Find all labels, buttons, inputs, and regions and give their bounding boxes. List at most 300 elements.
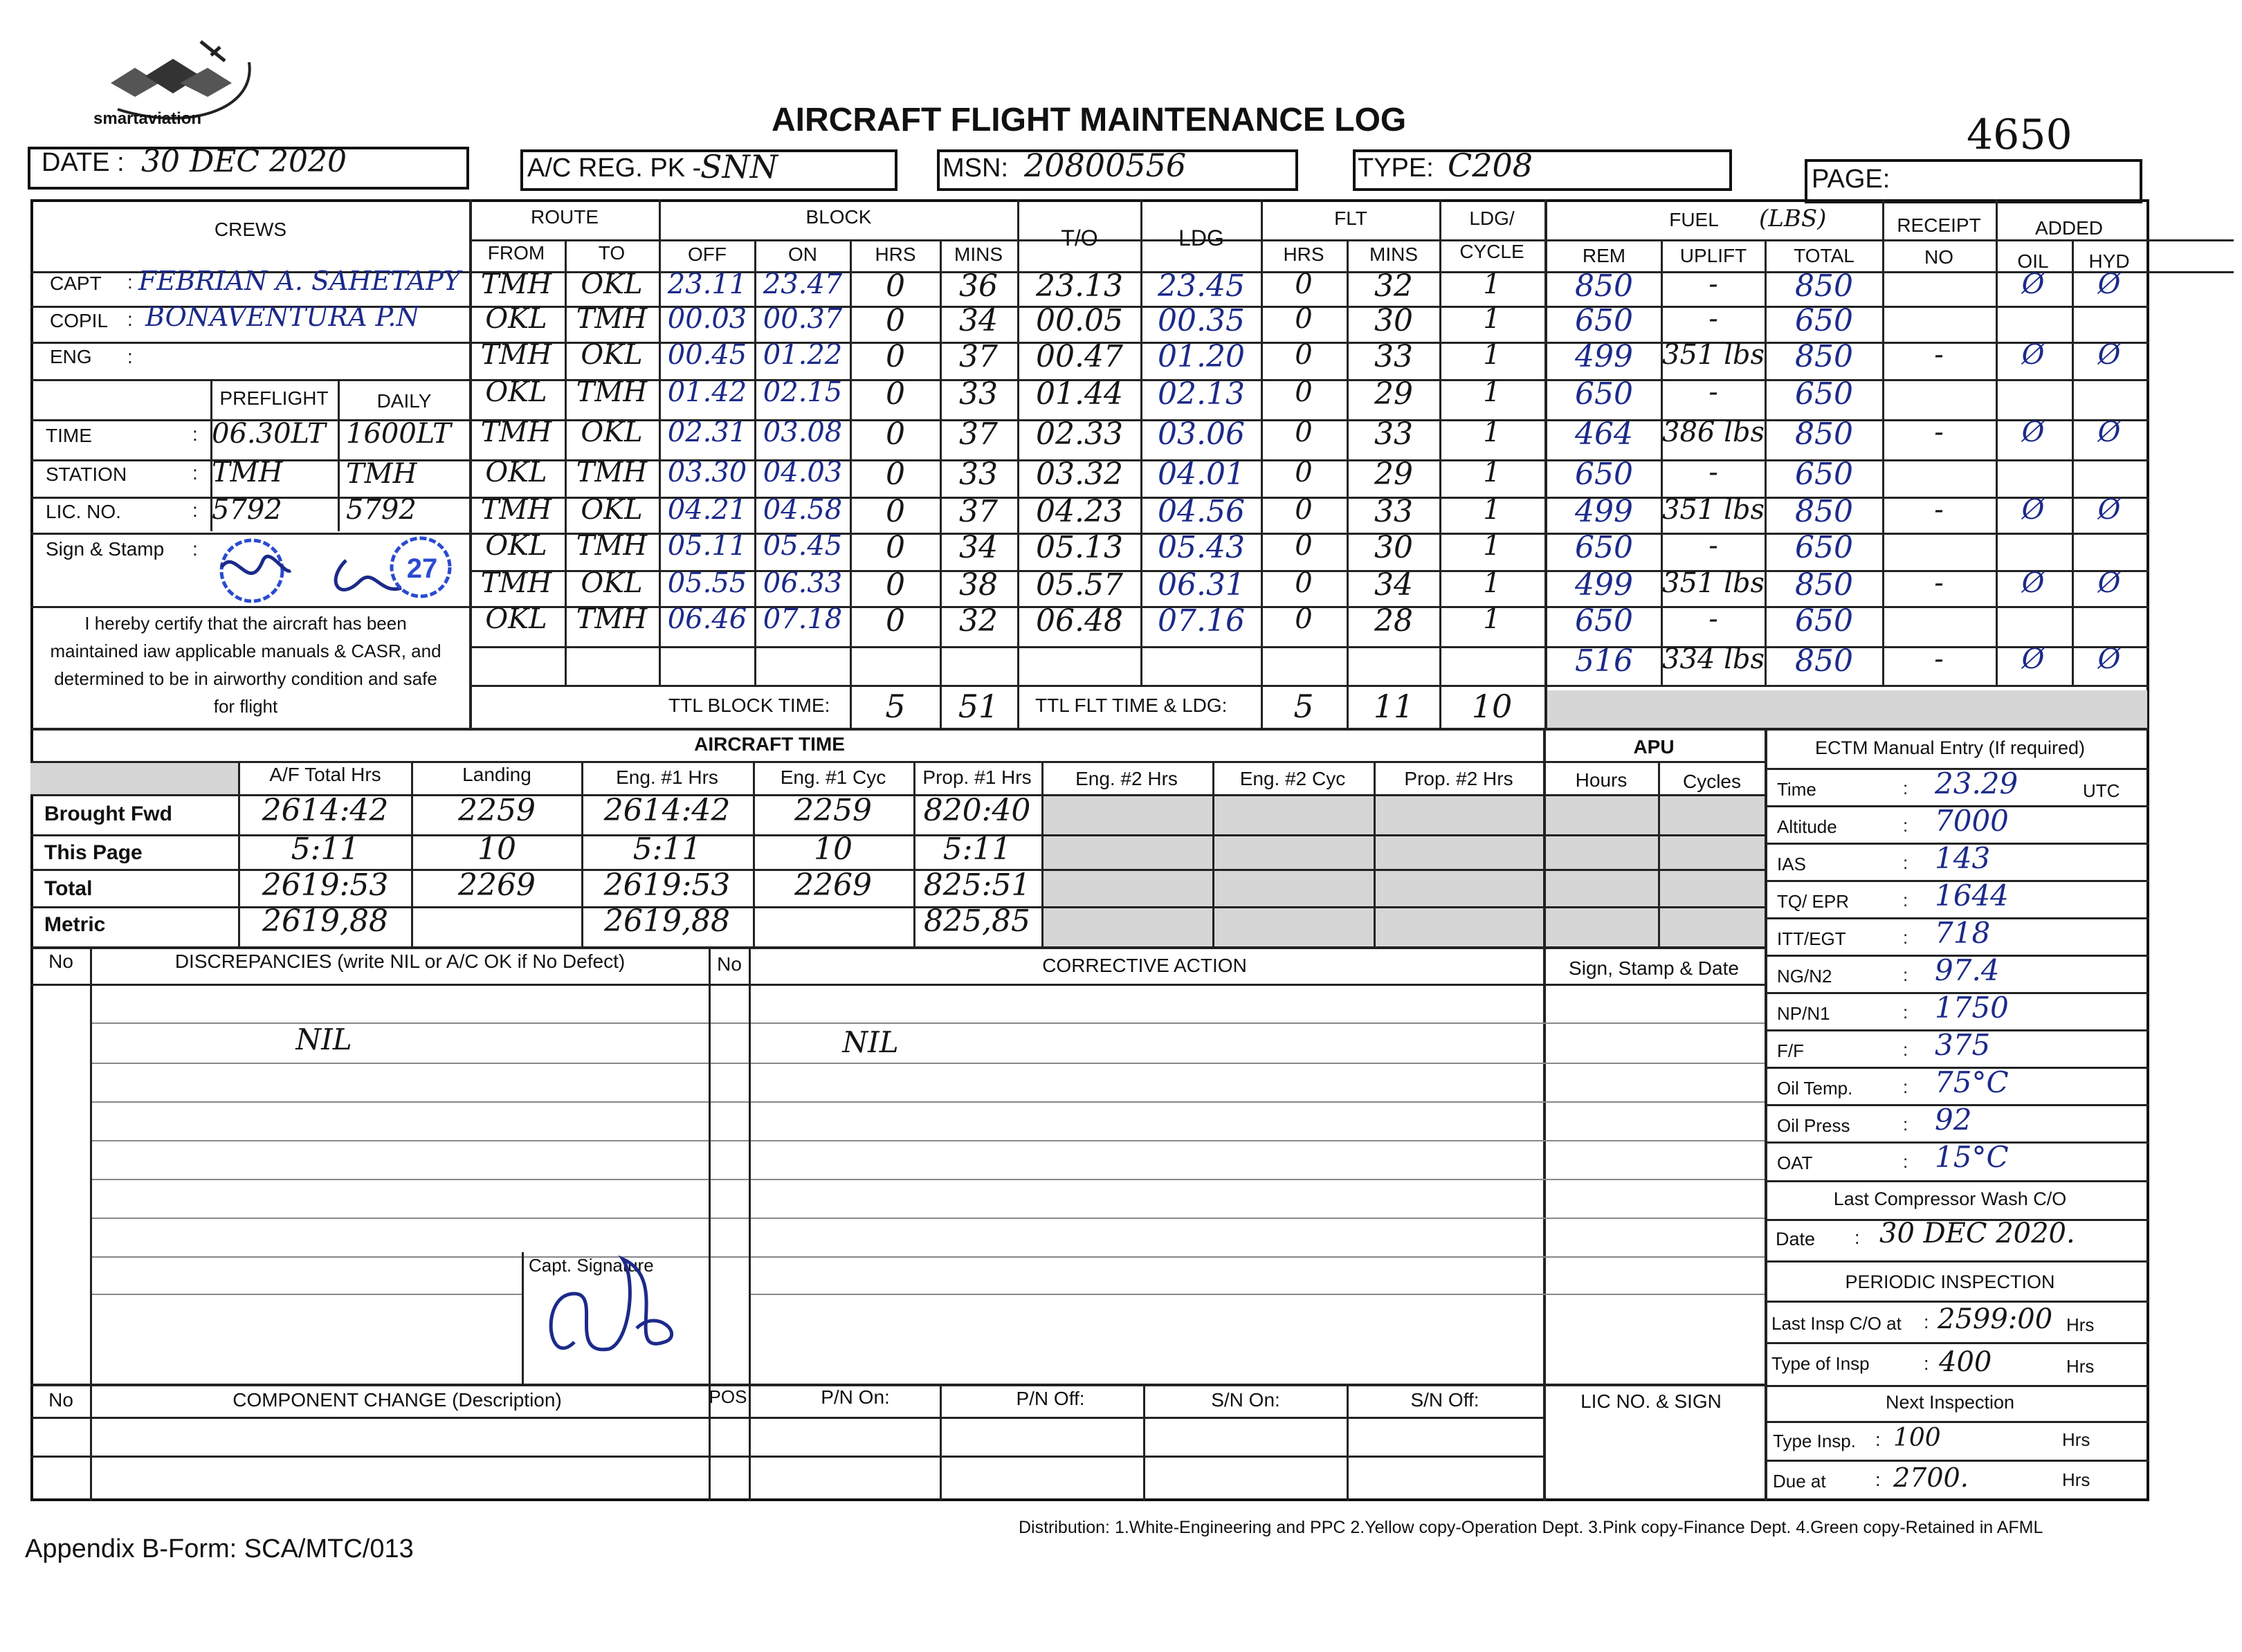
aircraft-time-prop1[interactable]: 820:40 xyxy=(923,793,1031,828)
aircraft-time-prop1[interactable]: 5:11 xyxy=(942,832,1012,867)
capt-signature-mark xyxy=(533,1238,692,1377)
stamp-number: 27 xyxy=(406,553,438,584)
row-fuel-uplift[interactable]: 386 lbs xyxy=(1662,416,1765,448)
ectm-label: TQ/ EPR xyxy=(1777,891,1850,912)
row-takeoff[interactable]: 03.32 xyxy=(1036,457,1123,492)
ectm-label: Oil Temp. xyxy=(1777,1078,1853,1099)
ttl-block-label: TTL BLOCK TIME: xyxy=(668,695,830,716)
row-from[interactable]: OKL xyxy=(485,603,547,635)
row-block-mins[interactable]: 37 xyxy=(959,494,998,529)
row-takeoff[interactable]: 00.05 xyxy=(1036,303,1123,338)
page-label: PAGE: xyxy=(1812,165,1890,194)
aircraft-time-eng1c[interactable]: 2269 xyxy=(794,868,872,903)
hdr-added: ADDED xyxy=(2034,217,2104,239)
row-from[interactable]: TMH xyxy=(480,416,552,448)
row-flt-mins[interactable]: 32 xyxy=(1374,268,1413,304)
ttl-ldg[interactable]: 10 xyxy=(1471,688,1513,725)
appendix-text: Appendix B-Form: SCA/MTC/013 xyxy=(25,1534,414,1563)
disc-title: DISCREPANCIES (write NIL or A/C OK if No Defect) xyxy=(174,951,626,972)
row-on[interactable]: 23.47 xyxy=(763,268,843,300)
row-fuel-rem[interactable]: 650 xyxy=(1575,457,1633,492)
shaded-apu xyxy=(1543,796,1765,948)
hdr-to: TO xyxy=(598,242,626,264)
hdr-takeoff: T/O xyxy=(1061,226,1098,250)
aircraft-time-prop1[interactable]: 825,85 xyxy=(924,903,1030,939)
ectm-value[interactable]: 15°C xyxy=(1935,1140,2009,1174)
col-af-total: A/F Total Hrs xyxy=(269,764,381,785)
row-on[interactable]: 04.03 xyxy=(763,457,843,488)
ectm-unit: UTC xyxy=(2083,780,2120,801)
row-flt-hrs[interactable]: 0 xyxy=(1295,416,1313,448)
corrective-title: CORRECTIVE ACTION xyxy=(1042,955,1247,976)
row-oil[interactable]: Ø xyxy=(2021,567,2045,599)
row-off[interactable]: 06.46 xyxy=(667,603,747,635)
row-fuel-uplift[interactable]: - xyxy=(1708,268,1718,300)
row-takeoff[interactable]: 04.23 xyxy=(1036,494,1123,529)
row-cycle[interactable]: 1 xyxy=(1483,530,1501,562)
row-off[interactable]: 01.42 xyxy=(667,376,747,408)
row-off[interactable]: 05.11 xyxy=(667,530,747,562)
row-cycle[interactable]: 1 xyxy=(1483,303,1501,335)
row-landing[interactable]: 05.43 xyxy=(1158,530,1245,565)
row-fuel-uplift[interactable]: - xyxy=(1708,530,1718,562)
copil-value[interactable]: BONAVENTURA P.N xyxy=(145,302,419,332)
row-takeoff[interactable]: 06.48 xyxy=(1036,603,1123,639)
row-block-hrs[interactable]: 0 xyxy=(886,416,905,452)
type-insp-label: Type of Insp xyxy=(1771,1353,1870,1374)
hdr-rem: REM xyxy=(1582,245,1626,266)
hdr-mins: MINS xyxy=(954,244,1003,265)
hdr-uplift: UPLIFT xyxy=(1679,245,1747,266)
corrective-value[interactable]: NIL xyxy=(842,1025,899,1059)
station-preflight[interactable]: TMH xyxy=(212,457,283,488)
colon: : xyxy=(192,538,198,560)
row-hyd[interactable]: Ø xyxy=(2097,494,2121,526)
row-takeoff[interactable]: 02.33 xyxy=(1036,416,1123,452)
type-value[interactable]: C208 xyxy=(1448,147,1533,184)
certify-line-2: maintained iaw applicable manuals & CASR, and xyxy=(50,641,441,661)
colon: : xyxy=(1903,890,1908,910)
lic-daily[interactable]: 5792 xyxy=(346,494,417,526)
row-fuel-total[interactable]: 850 xyxy=(1795,268,1853,304)
row-on[interactable]: 05.45 xyxy=(763,530,843,562)
row-from[interactable]: TMH xyxy=(480,494,552,526)
hdr-ldg: LDG xyxy=(1178,226,1224,250)
row-hyd[interactable]: Ø xyxy=(2097,416,2121,448)
daily-label: DAILY xyxy=(376,390,432,412)
row-to[interactable]: OKL xyxy=(581,494,643,526)
row-to[interactable]: TMH xyxy=(576,376,648,408)
row-off[interactable]: 00.03 xyxy=(667,303,747,335)
row-block-hrs[interactable]: 0 xyxy=(886,530,905,565)
aircraft-time-af[interactable]: 2619:53 xyxy=(262,868,389,903)
ectm-label: Altitude xyxy=(1777,816,1837,837)
last-insp-unit: Hrs xyxy=(2066,1314,2095,1335)
row-fuel-total[interactable]: 850 xyxy=(1795,494,1853,529)
hdr-ldg-cycle-2: CYCLE xyxy=(1459,241,1524,262)
row-to[interactable]: TMH xyxy=(576,530,648,562)
row-on[interactable]: 02.15 xyxy=(763,376,843,408)
eng-label: ENG xyxy=(50,346,92,367)
ectm-value[interactable]: 23.29 xyxy=(1935,767,2018,800)
row-from[interactable]: TMH xyxy=(480,567,552,599)
row-flt-hrs[interactable]: 0 xyxy=(1295,567,1313,599)
hdr-receipt-1: RECEIPT xyxy=(1897,214,1981,236)
row-from[interactable]: OKL xyxy=(485,303,547,335)
colon: : xyxy=(192,499,198,521)
row-hyd[interactable]: Ø xyxy=(2097,643,2121,675)
row-takeoff[interactable]: 05.13 xyxy=(1036,530,1123,565)
row-fuel-total[interactable]: 650 xyxy=(1795,303,1853,338)
row-block-hrs[interactable]: 0 xyxy=(886,376,905,412)
ectm-value[interactable]: 1644 xyxy=(1935,879,2009,912)
row-on[interactable]: 03.08 xyxy=(763,416,843,448)
hdr-block: BLOCK xyxy=(805,206,872,228)
row-fuel-total[interactable]: 850 xyxy=(1795,339,1853,374)
ectm-label: NP/N1 xyxy=(1777,1003,1830,1024)
row-fuel-rem[interactable]: 650 xyxy=(1575,376,1633,412)
station-label: STATION xyxy=(46,464,127,485)
type-insp-value[interactable]: 400 xyxy=(1939,1346,1992,1378)
colon: : xyxy=(127,271,133,293)
row-fuel-rem[interactable]: 464 xyxy=(1575,416,1633,452)
colon: : xyxy=(192,423,198,445)
hdr-flt-mins: MINS xyxy=(1369,244,1418,265)
row-flt-mins[interactable]: 29 xyxy=(1374,376,1413,412)
row-fuel-rem[interactable]: 499 xyxy=(1575,567,1633,603)
row-fuel-uplift[interactable]: 334 lbs xyxy=(1662,643,1765,675)
row-from[interactable]: OKL xyxy=(485,457,547,488)
ectm-label: ITT/EGT xyxy=(1777,928,1846,949)
shaded-totals-strip xyxy=(1547,690,2147,728)
aircraft-time-eng1h[interactable]: 2619,88 xyxy=(604,903,730,939)
row-fuel-uplift[interactable]: - xyxy=(1708,603,1718,635)
row-hyd[interactable]: Ø xyxy=(2097,339,2121,371)
sign-stamp-label: Sign & Stamp xyxy=(46,538,165,560)
row-landing[interactable]: 01.20 xyxy=(1158,339,1245,374)
row-off[interactable]: 23.11 xyxy=(667,268,747,300)
col-prop2-hrs: Prop. #2 Hrs xyxy=(1404,768,1513,789)
row-flt-hrs[interactable]: 0 xyxy=(1295,457,1313,488)
row-from[interactable]: TMH xyxy=(480,268,552,300)
ttl-block-mins[interactable]: 51 xyxy=(958,688,999,725)
row-hyd[interactable]: Ø xyxy=(2097,268,2121,300)
ectm-value[interactable]: 375 xyxy=(1935,1028,1991,1062)
colon: : xyxy=(1903,1039,1908,1060)
row-cycle[interactable]: 1 xyxy=(1483,457,1501,488)
compressor-date-label: Date xyxy=(1776,1229,1816,1249)
lic-preflight[interactable]: 5792 xyxy=(212,494,282,526)
msn-value[interactable]: 20800556 xyxy=(1024,147,1187,184)
row-block-hrs[interactable]: 0 xyxy=(886,457,905,492)
row-flt-mins[interactable]: 28 xyxy=(1374,603,1413,639)
aircraft-time-landing[interactable]: 2259 xyxy=(458,793,536,828)
hdr-fuel-unit: (LBS) xyxy=(1759,205,1827,232)
row-off[interactable]: 03.30 xyxy=(667,457,747,488)
disc-value[interactable]: NIL xyxy=(295,1022,352,1056)
row-fuel-rem[interactable]: 850 xyxy=(1575,268,1633,304)
row-flt-mins[interactable]: 33 xyxy=(1374,494,1413,529)
row-fuel-rem[interactable]: 499 xyxy=(1575,494,1633,529)
colon: : xyxy=(127,346,133,367)
row-block-mins[interactable]: 34 xyxy=(959,530,998,565)
row-block-hrs[interactable]: 0 xyxy=(886,494,905,529)
aircraft-time-landing[interactable]: 2269 xyxy=(458,868,536,903)
row-from[interactable]: TMH xyxy=(480,339,552,371)
row-cycle[interactable]: 1 xyxy=(1483,603,1501,635)
reg-value[interactable]: SNN xyxy=(700,148,778,185)
ttl-block-hrs[interactable]: 5 xyxy=(885,688,906,725)
row-to[interactable]: TMH xyxy=(576,457,648,488)
comp-sn-off: S/N Off: xyxy=(1410,1389,1479,1411)
row-landing[interactable]: 00.35 xyxy=(1158,303,1245,338)
row-to[interactable]: TMH xyxy=(576,303,648,335)
time-preflight[interactable]: 06.30LT xyxy=(212,418,326,450)
row-flt-hrs[interactable]: 0 xyxy=(1295,494,1313,526)
aircraft-time-eng1h[interactable]: 2614:42 xyxy=(603,793,731,828)
row-receipt[interactable]: - xyxy=(1934,567,1944,599)
row-on[interactable]: 06.33 xyxy=(763,567,843,599)
col-eng1-hrs: Eng. #1 Hrs xyxy=(616,767,718,788)
row-fuel-rem[interactable]: 650 xyxy=(1575,303,1633,338)
row-landing[interactable]: 07.16 xyxy=(1158,603,1245,639)
row-landing[interactable]: 04.56 xyxy=(1158,494,1245,529)
last-insp-value[interactable]: 2599:00 xyxy=(1938,1303,2053,1335)
row-cycle[interactable]: 1 xyxy=(1483,567,1501,599)
row-fuel-total[interactable]: 650 xyxy=(1795,603,1853,639)
row-landing[interactable]: 03.06 xyxy=(1158,416,1245,452)
row-fuel-rem[interactable]: 650 xyxy=(1575,530,1633,565)
row-block-mins[interactable]: 37 xyxy=(959,416,998,452)
row-off[interactable]: 02.31 xyxy=(667,416,747,448)
msn-label: MSN: xyxy=(942,154,1008,183)
row-receipt[interactable]: - xyxy=(1934,494,1944,526)
row-block-mins[interactable]: 37 xyxy=(959,339,998,374)
ectm-value[interactable]: 143 xyxy=(1935,841,1991,875)
row-flt-mins[interactable]: 33 xyxy=(1374,339,1413,374)
col-prop1-hrs: Prop. #1 Hrs xyxy=(922,767,1032,788)
row-fuel-total[interactable]: 650 xyxy=(1795,530,1853,565)
date-label: DATE : xyxy=(42,148,125,177)
row-landing[interactable]: 06.31 xyxy=(1158,567,1245,603)
row-block-hrs[interactable]: 0 xyxy=(886,303,905,338)
date-value[interactable]: 30 DEC 2020 xyxy=(141,144,347,179)
ectm-value[interactable]: 75°C xyxy=(1935,1065,2009,1099)
aircraft-time-eng1c[interactable]: 10 xyxy=(814,832,853,867)
row-off[interactable]: 00.45 xyxy=(667,339,747,371)
row-on[interactable]: 00.37 xyxy=(763,303,843,335)
row-flt-hrs[interactable]: 0 xyxy=(1295,339,1313,371)
comp-title: COMPONENT CHANGE (Description) xyxy=(233,1389,562,1411)
row-block-mins[interactable]: 33 xyxy=(959,376,998,412)
row-takeoff[interactable]: 01.44 xyxy=(1036,376,1123,412)
hdr-hyd: HYD xyxy=(2088,250,2130,272)
corr-no-label: No xyxy=(717,953,742,975)
row-flt-hrs[interactable]: 0 xyxy=(1295,376,1313,408)
row-to[interactable]: OKL xyxy=(581,416,643,448)
aircraft-time-landing[interactable]: 10 xyxy=(477,832,516,867)
row-block-hrs[interactable]: 0 xyxy=(886,339,905,374)
serial-number: 4650 xyxy=(1967,111,2072,159)
row-on[interactable]: 01.22 xyxy=(763,339,843,371)
row-on[interactable]: 07.18 xyxy=(763,603,843,635)
row-fuel-rem[interactable]: 650 xyxy=(1575,603,1633,639)
row-fuel-total[interactable]: 850 xyxy=(1795,643,1853,679)
sign-stamp-date-title: Sign, Stamp & Date xyxy=(1569,957,1739,979)
aircraft-time-prop1[interactable]: 825:51 xyxy=(923,868,1031,903)
colon: : xyxy=(1903,1114,1908,1135)
ectm-value[interactable]: 92 xyxy=(1935,1103,1972,1137)
ttl-flt-hrs[interactable]: 5 xyxy=(1293,688,1314,725)
station-daily[interactable]: TMH xyxy=(346,458,417,490)
row-landing[interactable]: 04.01 xyxy=(1158,457,1245,492)
row-to[interactable]: OKL xyxy=(581,567,643,599)
comp-sn-on: S/N On: xyxy=(1211,1389,1280,1411)
row-fuel-uplift[interactable]: - xyxy=(1708,303,1718,335)
row-cycle[interactable]: 1 xyxy=(1483,416,1501,448)
hdr-hrs: HRS xyxy=(875,244,916,265)
row-from[interactable]: OKL xyxy=(485,530,547,562)
row-cycle[interactable]: 1 xyxy=(1483,376,1501,408)
aircraft-time-af[interactable]: 2619,88 xyxy=(262,903,388,939)
row-flt-hrs[interactable]: 0 xyxy=(1295,303,1313,335)
row-fuel-uplift[interactable]: 351 lbs xyxy=(1662,567,1765,599)
aircraft-time-row-label: This Page xyxy=(44,841,143,864)
aircraft-time-row-label: Brought Fwd xyxy=(44,802,172,825)
row-off[interactable]: 04.21 xyxy=(667,494,747,526)
row-receipt[interactable]: - xyxy=(1934,643,1944,675)
capt-value[interactable]: FEBRIAN A. SAHETAPY xyxy=(138,266,461,296)
row-flt-mins[interactable]: 29 xyxy=(1374,457,1413,492)
row-to[interactable]: TMH xyxy=(576,603,648,635)
row-block-mins[interactable]: 33 xyxy=(959,457,998,492)
hdr-fuel: FUEL xyxy=(1669,209,1719,230)
colon: : xyxy=(1924,1353,1929,1374)
row-flt-mins[interactable]: 30 xyxy=(1374,303,1413,338)
ectm-label: Oil Press xyxy=(1777,1115,1850,1136)
row-cycle[interactable]: 1 xyxy=(1483,268,1501,300)
hdr-receipt-2: NO xyxy=(1924,246,1953,268)
row-block-hrs[interactable]: 0 xyxy=(886,567,905,603)
row-block-mins[interactable]: 38 xyxy=(959,567,998,603)
row-landing[interactable]: 23.45 xyxy=(1158,268,1245,304)
row-oil[interactable]: Ø xyxy=(2021,494,2045,526)
compressor-date-value[interactable]: 30 DEC 2020. xyxy=(1879,1218,2075,1249)
comp-pn-off: P/N Off: xyxy=(1016,1388,1085,1409)
row-takeoff[interactable]: 05.57 xyxy=(1036,567,1123,603)
next-type-value[interactable]: 100 xyxy=(1893,1424,1941,1452)
row-flt-hrs[interactable]: 0 xyxy=(1295,530,1313,562)
aircraft-time-eng1c[interactable]: 2259 xyxy=(794,793,872,828)
row-off[interactable]: 05.55 xyxy=(667,567,747,599)
row-oil[interactable]: Ø xyxy=(2021,416,2045,448)
row-fuel-rem[interactable]: 516 xyxy=(1575,643,1633,679)
row-fuel-total[interactable]: 650 xyxy=(1795,376,1853,412)
ttl-flt-mins[interactable]: 11 xyxy=(1373,688,1414,725)
ectm-value[interactable]: 97.4 xyxy=(1935,953,2000,987)
last-insp-label: Last Insp C/O at xyxy=(1771,1313,1902,1334)
ectm-value[interactable]: 7000 xyxy=(1935,804,2009,838)
row-fuel-rem[interactable]: 499 xyxy=(1575,339,1633,374)
row-fuel-uplift[interactable]: - xyxy=(1708,376,1718,408)
certify-line-3: determined to be in airworthy condition and safe xyxy=(54,668,437,689)
ectm-label: NG/N2 xyxy=(1777,966,1832,986)
preflight-label: PREFLIGHT xyxy=(219,387,329,409)
row-flt-mins[interactable]: 30 xyxy=(1374,530,1413,565)
row-hyd[interactable]: Ø xyxy=(2097,567,2121,599)
crews-title: CREWS xyxy=(214,219,287,240)
row-flt-hrs[interactable]: 0 xyxy=(1295,603,1313,635)
compressor-title: Last Compressor Wash C/O xyxy=(1833,1188,2067,1209)
row-fuel-total[interactable]: 650 xyxy=(1795,457,1853,492)
row-on[interactable]: 04.58 xyxy=(763,494,843,526)
row-oil[interactable]: Ø xyxy=(2021,268,2045,300)
aircraft-time-eng1h[interactable]: 2619:53 xyxy=(603,868,731,903)
row-fuel-total[interactable]: 850 xyxy=(1795,567,1853,603)
row-block-mins[interactable]: 32 xyxy=(959,603,998,639)
row-cycle[interactable]: 1 xyxy=(1483,339,1501,371)
type-label: TYPE: xyxy=(1358,154,1434,183)
aircraft-time-af[interactable]: 2614:42 xyxy=(262,793,389,828)
form-title: AIRCRAFT FLIGHT MAINTENANCE LOG xyxy=(772,102,1407,138)
row-block-hrs[interactable]: 0 xyxy=(886,268,905,304)
row-from[interactable]: OKL xyxy=(485,376,547,408)
colon: : xyxy=(1903,1076,1908,1097)
row-oil[interactable]: Ø xyxy=(2021,643,2045,675)
row-fuel-total[interactable]: 850 xyxy=(1795,416,1853,452)
row-block-hrs[interactable]: 0 xyxy=(886,603,905,639)
hdr-oil: OIL xyxy=(2017,250,2049,272)
row-receipt[interactable]: - xyxy=(1934,339,1944,371)
row-cycle[interactable]: 1 xyxy=(1483,494,1501,526)
aircraft-time-af[interactable]: 5:11 xyxy=(291,832,360,867)
aircraft-time-eng1h[interactable]: 5:11 xyxy=(632,832,702,867)
row-oil[interactable]: Ø xyxy=(2021,339,2045,371)
row-fuel-uplift[interactable]: 351 lbs xyxy=(1662,494,1765,526)
row-to[interactable]: OKL xyxy=(581,268,643,300)
row-flt-mins[interactable]: 33 xyxy=(1374,416,1413,452)
aircraft-time-title: AIRCRAFT TIME xyxy=(694,733,845,755)
row-fuel-uplift[interactable]: 351 lbs xyxy=(1662,339,1765,371)
hdr-flt-hrs: HRS xyxy=(1283,244,1324,265)
ectm-value[interactable]: 718 xyxy=(1935,916,1991,950)
time-daily[interactable]: 1600LT xyxy=(346,418,451,450)
due-value[interactable]: 2700. xyxy=(1893,1462,1969,1493)
col-eng2-cyc: Eng. #2 Cyc xyxy=(1239,768,1346,789)
next-insp-title: Next Inspection xyxy=(1885,1392,2015,1413)
colon: : xyxy=(1903,964,1908,985)
colon: : xyxy=(127,309,133,330)
colon: : xyxy=(1903,815,1908,836)
ectm-label: Time xyxy=(1777,779,1816,800)
ectm-value[interactable]: 1750 xyxy=(1935,991,2009,1025)
row-fuel-uplift[interactable]: - xyxy=(1708,457,1718,488)
next-type-label: Type Insp. xyxy=(1773,1431,1856,1451)
hdr-total: TOTAL xyxy=(1794,245,1854,266)
row-block-mins[interactable]: 34 xyxy=(959,303,998,338)
row-takeoff[interactable]: 00.47 xyxy=(1036,339,1123,374)
row-to[interactable]: OKL xyxy=(581,339,643,371)
row-flt-mins[interactable]: 34 xyxy=(1374,567,1413,603)
row-receipt[interactable]: - xyxy=(1934,416,1944,448)
row-block-mins[interactable]: 36 xyxy=(959,268,998,304)
disc-no-label: No xyxy=(48,951,73,972)
ttl-flt-label: TTL FLT TIME & LDG: xyxy=(1035,695,1228,716)
row-takeoff[interactable]: 23.13 xyxy=(1036,268,1123,304)
comp-pos: POS xyxy=(709,1386,747,1407)
row-landing[interactable]: 02.13 xyxy=(1158,376,1245,412)
row-flt-hrs[interactable]: 0 xyxy=(1295,268,1313,300)
